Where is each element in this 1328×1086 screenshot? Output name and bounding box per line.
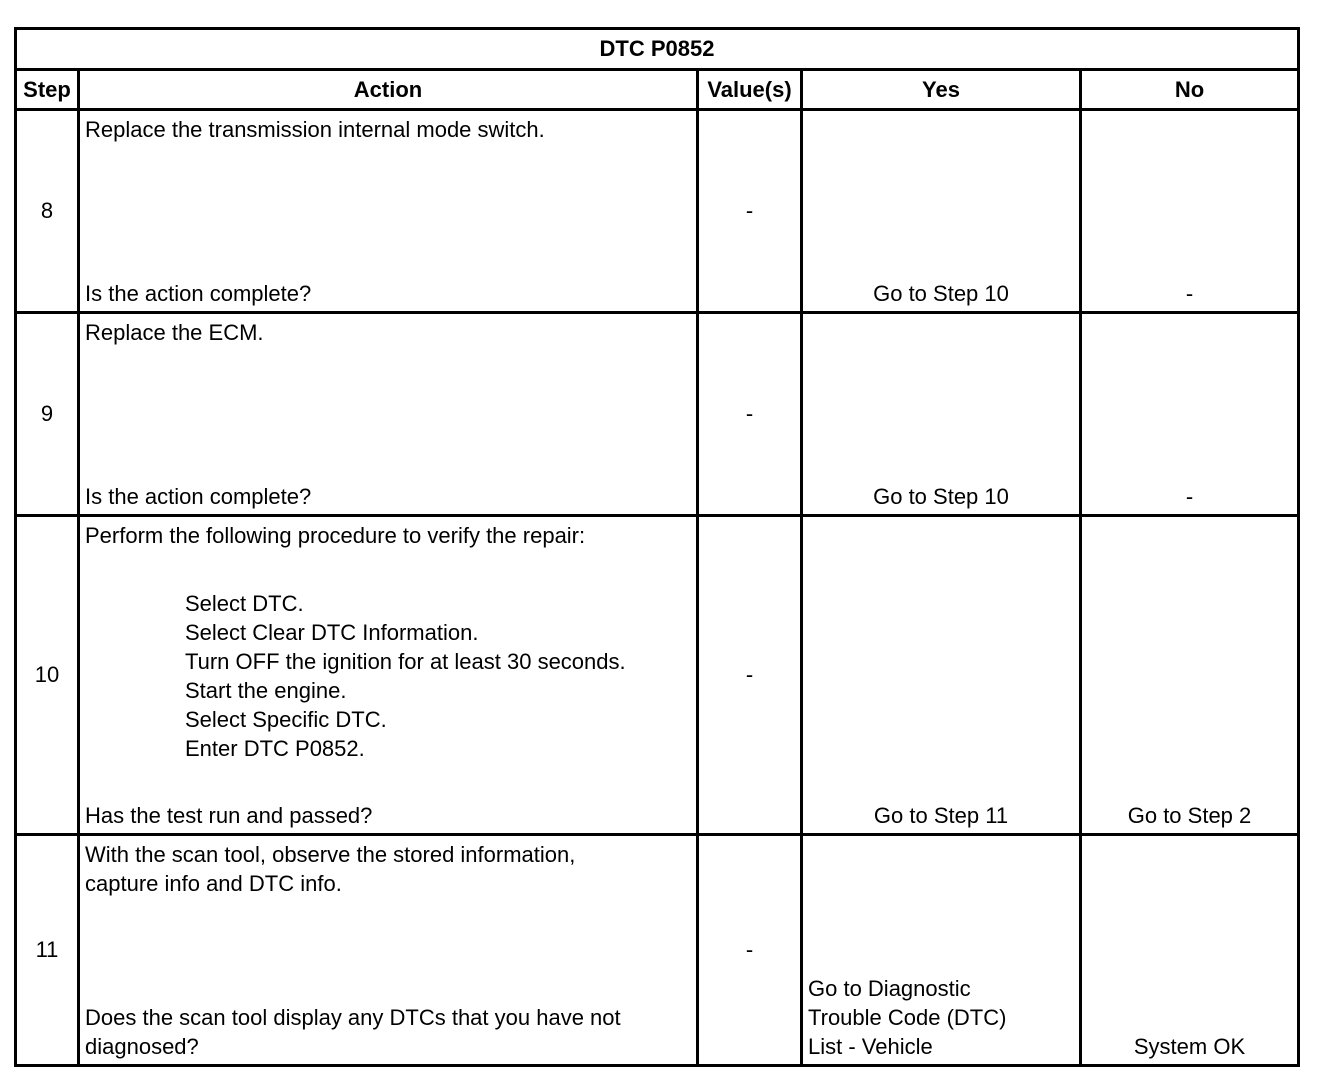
action-question: diagnosed? bbox=[85, 1034, 199, 1059]
yes-cell bbox=[802, 516, 1081, 835]
value-cell: - bbox=[698, 516, 802, 835]
no-text: - bbox=[1185, 484, 1194, 509]
substep-item: Turn OFF the ignition for at least 30 seconds. bbox=[185, 649, 626, 674]
action-cell bbox=[79, 313, 698, 516]
step-number: 11 bbox=[16, 835, 79, 1066]
yes-link: Go to Diagnostic bbox=[808, 976, 971, 1001]
table-row bbox=[16, 516, 1299, 835]
no-cell bbox=[1081, 313, 1299, 516]
no-cell bbox=[1081, 516, 1299, 835]
action-cell bbox=[79, 835, 698, 1066]
action-question: Is the action complete? bbox=[85, 484, 312, 509]
yes-link: Go to Step 11 bbox=[873, 803, 1009, 828]
value-cell: - bbox=[698, 835, 802, 1066]
table-row bbox=[16, 835, 1299, 1066]
yes-cell bbox=[802, 835, 1081, 1066]
action-text: With the scan tool, observe the stored information, bbox=[85, 842, 576, 867]
yes-link: Go to Step 10 bbox=[873, 281, 1009, 306]
value-cell: - bbox=[698, 110, 802, 313]
action-cell bbox=[79, 110, 698, 313]
substep-item: Enter DTC P0852. bbox=[185, 736, 365, 761]
no-cell bbox=[1081, 835, 1299, 1066]
yes-link: Go to Step 10 bbox=[873, 484, 1009, 509]
substep-item: Start the engine. bbox=[185, 678, 347, 703]
yes-link: Trouble Code (DTC) bbox=[808, 1005, 1007, 1030]
action-question: Has the test run and passed? bbox=[85, 803, 373, 828]
table-row bbox=[16, 313, 1299, 516]
no-cell bbox=[1081, 110, 1299, 313]
column-header-values: Value(s) bbox=[698, 70, 802, 110]
no-text: - bbox=[1185, 281, 1194, 306]
table-row bbox=[16, 110, 1299, 313]
action-question: Is the action complete? bbox=[85, 281, 312, 306]
header-row bbox=[16, 70, 1299, 110]
step-number: 9 bbox=[16, 313, 79, 516]
substep-item: Select Clear DTC Information. bbox=[185, 620, 479, 645]
column-header-step: Step bbox=[16, 70, 79, 110]
yes-cell bbox=[802, 110, 1081, 313]
no-text: System OK bbox=[1133, 1034, 1246, 1059]
value-cell: - bbox=[698, 313, 802, 516]
yes-link: List - Vehicle bbox=[808, 1034, 933, 1059]
column-header-yes: Yes bbox=[802, 70, 1081, 110]
action-text: Replace the transmission internal mode switch. bbox=[85, 117, 545, 142]
no-text: Go to Step 2 bbox=[1127, 803, 1252, 828]
action-cell bbox=[79, 516, 698, 835]
substep-list bbox=[85, 589, 690, 763]
column-header-no: No bbox=[1081, 70, 1299, 110]
action-question: Does the scan tool display any DTCs that you have not bbox=[85, 1005, 621, 1030]
substep-item: Select Specific DTC. bbox=[185, 707, 387, 732]
yes-cell bbox=[802, 313, 1081, 516]
action-text: Replace the ECM. bbox=[85, 320, 264, 345]
step-number: 8 bbox=[16, 110, 79, 313]
substep-item: Select DTC. bbox=[185, 591, 304, 616]
action-text: Perform the following procedure to verify the repair: bbox=[85, 523, 586, 548]
step-number: 10 bbox=[16, 516, 79, 835]
dtc-table bbox=[14, 27, 1300, 1067]
column-header-action: Action bbox=[79, 70, 698, 110]
table-title: DTC P0852 bbox=[16, 29, 1299, 70]
action-text: capture info and DTC info. bbox=[85, 871, 342, 896]
